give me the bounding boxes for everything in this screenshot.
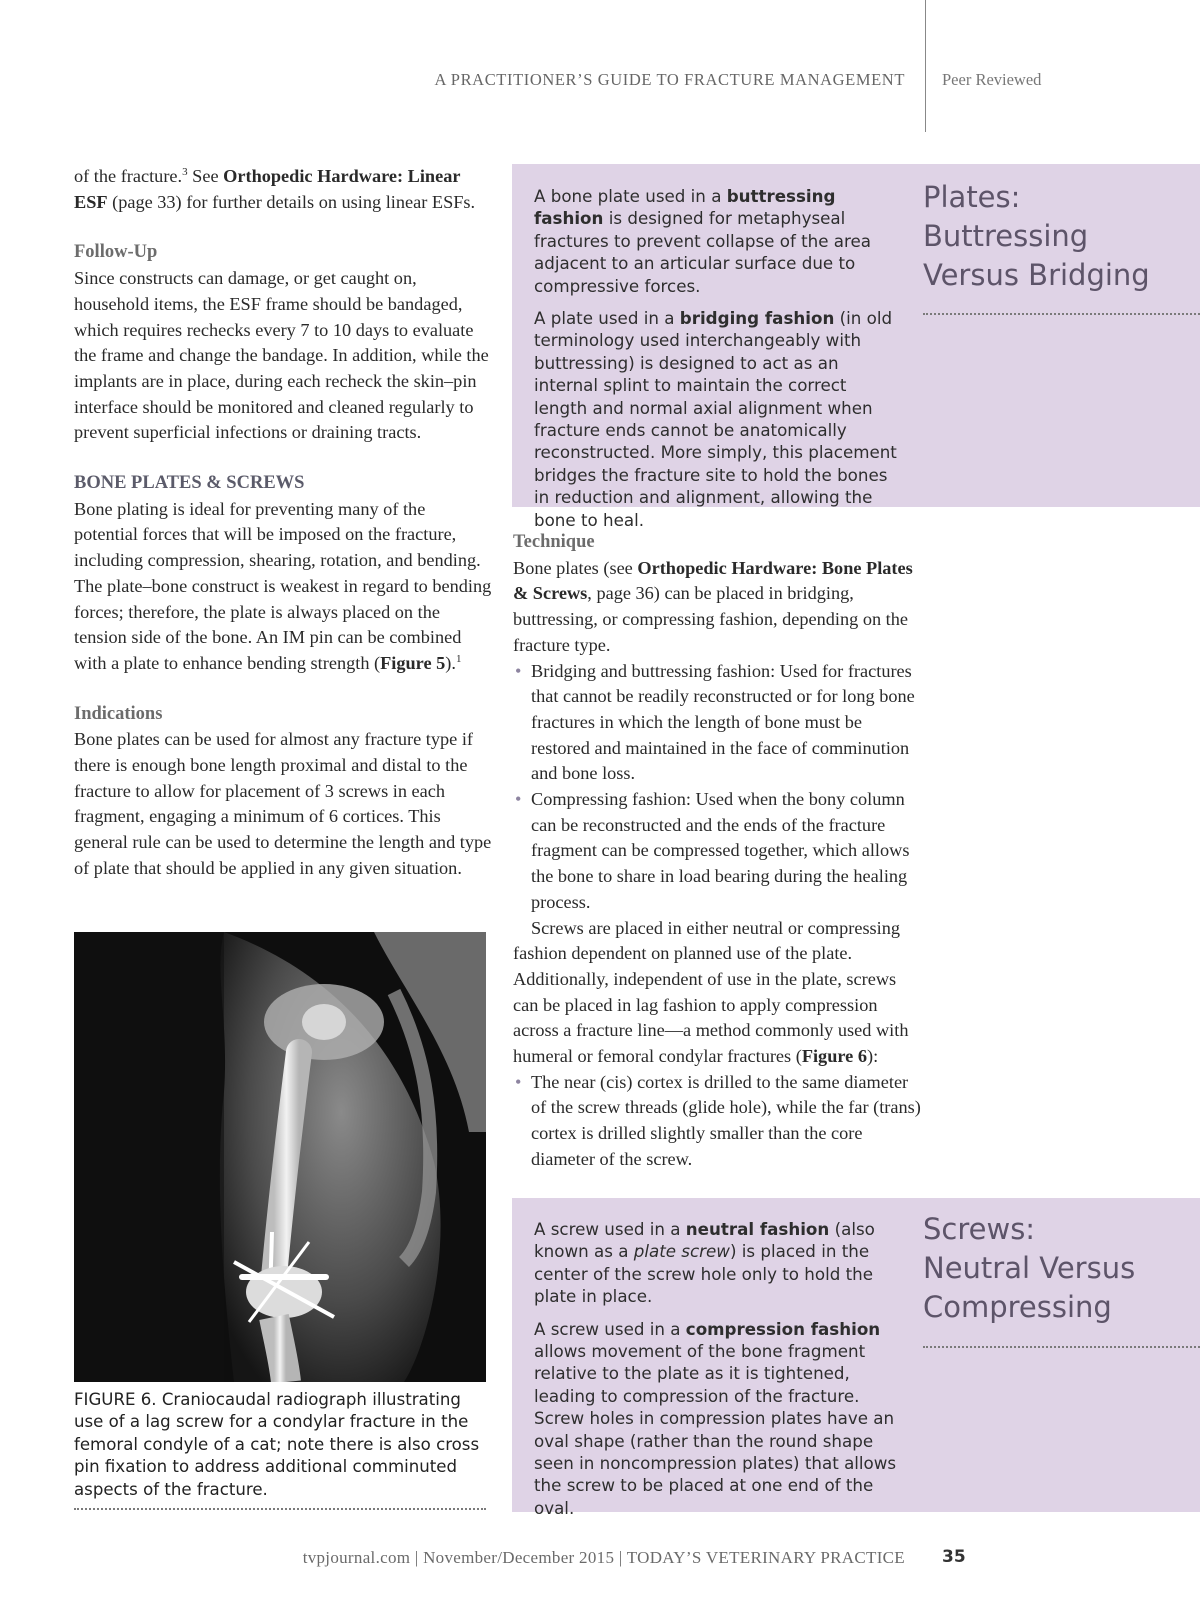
citation-1: 1 <box>455 652 462 665</box>
left-column <box>74 164 492 882</box>
sidebar-dotted-rule <box>923 313 1200 315</box>
list-item-text: The near (cis) cortex is drilled to the same diameter of the screw threads (glide hole), while the far (trans) cortex is drilled slightly smaller than the core diameter of the screw. <box>531 1071 921 1169</box>
sidebar-title-line: Compressing <box>923 1290 1112 1324</box>
middle-column <box>513 530 923 1173</box>
xref-figure-6: Figure 6 <box>801 1046 867 1067</box>
intro-text-2: See <box>187 166 224 186</box>
bridging-text-2: (in old terminology used interchangeably with buttressing) is designed to act as an internal splint to maintain the correct length and normal axial alignment when fracture ends cannot be anatomically reconstructed. More simply, this placement bridges the fracture site to hold the bones in reduction and alignment, allowing the bone to heal. <box>534 308 897 530</box>
indications-heading: Indications <box>74 703 163 724</box>
intro-text-3: (page 33) for further details on using linear ESFs. <box>107 191 476 212</box>
radiograph-image <box>74 932 486 1382</box>
followup-heading: Follow-Up <box>74 242 158 263</box>
plate-screw-term: plate screw <box>633 1241 730 1262</box>
section-tag: Peer Reviewed <box>942 70 1042 89</box>
citation-3: 3 <box>182 165 188 178</box>
screws-paragraph <box>513 916 923 1070</box>
sidebar-title-line: Versus Bridging <box>923 258 1150 292</box>
sidebar-plates <box>512 164 1200 530</box>
sidebar-plates-title <box>923 178 1193 295</box>
compression-paragraph <box>534 1318 906 1520</box>
bullet-marker: • <box>515 1071 522 1092</box>
sidebar-screws-title <box>923 1210 1193 1327</box>
sidebar-plates-text <box>534 185 902 541</box>
figure-dotted-rule <box>74 1508 486 1510</box>
bone-plates-body <box>74 497 492 677</box>
screws-text-2: ): <box>866 1046 879 1067</box>
bone-plates-text: Bone plating is ideal for preventing many of the potential forces that will be imposed on the fracture, including compression, shearing, rotation, and bending. The plate–bone construct is weakest in regard to bending forces; therefore, the plate is always placed on the tension side of the bone. An IM pin can be combined with a plate to enhance bending strength ( <box>74 498 492 673</box>
buttressing-paragraph <box>534 185 902 297</box>
list-item <box>513 1070 923 1173</box>
sidebar-screws <box>512 1198 1200 1518</box>
radiograph-drawing <box>74 932 486 1382</box>
bridging-text: A plate used in a <box>534 308 680 329</box>
neutral-paragraph <box>534 1218 906 1308</box>
sidebar-screws-text <box>534 1218 906 1529</box>
followup-body: Since constructs can damage, or get caught on, household items, the ESF frame should be bandaged, which requires rechecks every 7 to 10 days to evaluate the frame and change the bandage. In addition, while the implants are in place, during each recheck the skin–pin interface should be monitored and cleaned regularly to prevent superficial infections or draining tracts. <box>74 268 489 443</box>
bone-plates-text-2: ). <box>445 652 456 673</box>
sidebar-title-line: Neutral Versus <box>923 1251 1136 1285</box>
bullet-marker: • <box>515 660 522 681</box>
list-item-text: Compressing fashion: Used when the bony column can be reconstructed and the ends of the fracture fragment can be compressed together, which allows the bone to share in load bearing during the healing process. <box>531 789 910 912</box>
compression-text-2: allows movement of the bone fragment relative to the plate as it is tightened, leading to compression of the fracture. Screw holes in compression plates have an oval shape (rather than the round shape seen in noncompression plates) that allows the screw to be placed at one end of the oval. <box>534 1341 897 1518</box>
indications-body: Bone plates can be used for almost any fracture type if there is enough bone length proximal and distal to the fracture to allow for placement of 3 screws in each fragment, engaging a minimum of 6 cortices. This general rule can be used to determine the length and type of plate that should be applied in any given situation. <box>74 729 492 878</box>
bullet-marker: • <box>515 789 522 810</box>
buttressing-text: A bone plate used in a <box>534 186 727 206</box>
list-item <box>513 659 923 788</box>
xref-bone-plates: Orthopedic Hardware: Bone Plates & Screws <box>513 557 913 604</box>
sidebar-title-line: Screws: <box>923 1212 1036 1246</box>
sidebar-title-line: Plates: <box>923 180 1021 214</box>
intro-paragraph <box>74 164 492 215</box>
section-heading: BONE PLATES & SCREWS <box>74 473 305 494</box>
buttressing-term: buttressing fashion <box>534 186 836 229</box>
list-item-text: Bridging and buttressing fashion: Used for fractures that cannot be readily reconstructed or for long bone fractures in which the length of bone must be restored and maintained in the face of comminution and bone loss. <box>531 660 915 784</box>
buttressing-text-2: is designed for metaphyseal fractures to prevent collapse of the area adjacent to an articular surface due to compressive forces. <box>534 208 872 296</box>
technique-heading: Technique <box>513 532 595 552</box>
neutral-text: A screw used in a <box>534 1219 686 1239</box>
screws-text: Screws are placed in either neutral or compressing fashion dependent on planned use of the plate. Additionally, independent of use in the plate, screws can be placed in lag fashion to apply compression across a fracture line—a method commonly used with humeral or femoral condylar fractures ( <box>513 917 909 1067</box>
neutral-text-2: (also known as a <box>534 1219 875 1262</box>
neutral-text-3: ) is placed in the center of the screw hole only to hold the plate in place. <box>534 1241 874 1307</box>
footer-text: tvpjournal.com | November/December 2015 | TODAY’S VETERINARY PRACTICE <box>302 1548 905 1567</box>
technique-text-2: , page 36) can be placed in bridging, buttressing, or compressing fashion, depending on the fracture type. <box>513 583 909 655</box>
compression-text: A screw used in a <box>534 1318 686 1339</box>
running-title: A PRACTITIONER’S GUIDE TO FRACTURE MANAGEMENT <box>434 70 905 89</box>
intro-text: of the fracture. <box>74 166 183 186</box>
sidebar-title-line: Buttressing <box>923 219 1089 253</box>
xref-linear-esf: Orthopedic Hardware: Linear ESF <box>74 166 461 212</box>
list-item <box>513 787 923 916</box>
xref-figure-5: Figure 5 <box>380 652 446 673</box>
technique-intro <box>513 556 923 659</box>
bridging-paragraph <box>534 307 902 531</box>
bridging-term: bridging fashion <box>679 308 835 329</box>
figure-caption: FIGURE 6. Craniocaudal radiograph illustrating use of a lag screw for a condylar fracture in the femoral condyle of a cat; note there is also cross pin fixation to address additional comminuted aspects of the fracture. <box>74 1390 480 1499</box>
header-divider <box>925 0 926 132</box>
neutral-term: neutral fashion <box>685 1219 830 1239</box>
compression-term: compression fashion <box>685 1318 881 1339</box>
sidebar-dotted-rule <box>923 1346 1200 1348</box>
technique-text: Bone plates (see <box>513 557 638 578</box>
page-number: 35 <box>942 1547 966 1567</box>
